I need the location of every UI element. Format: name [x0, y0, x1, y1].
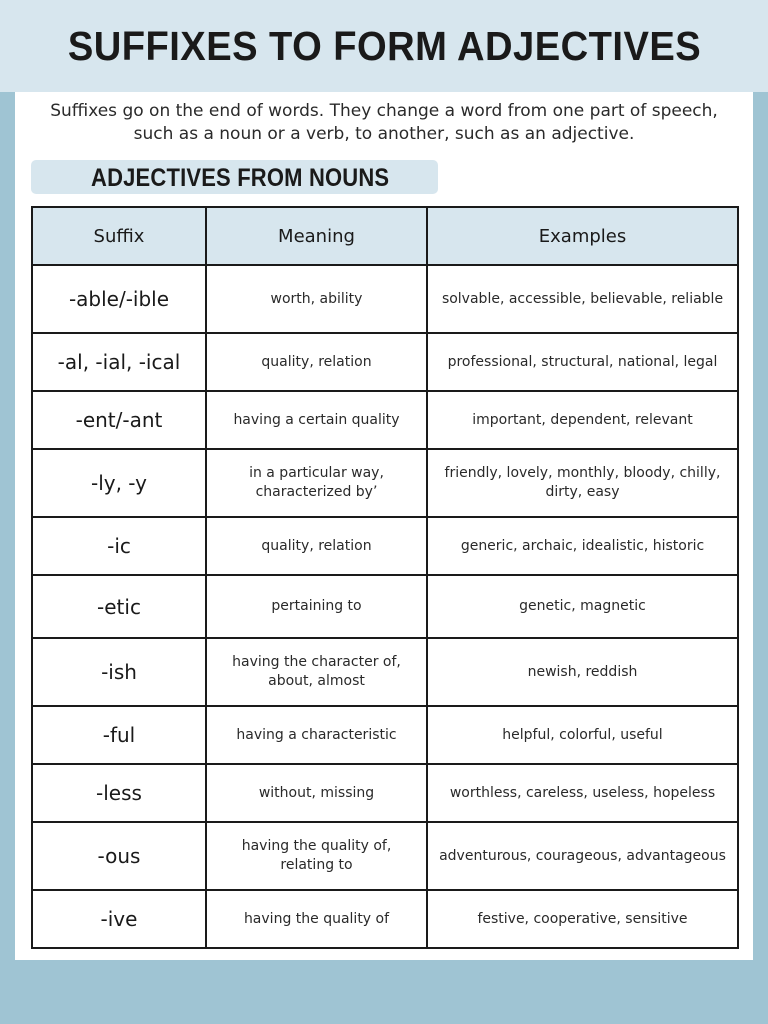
table-row — [32, 517, 738, 575]
examples-cell: solvable, accessible, believable, reliable — [427, 265, 738, 333]
table-row — [32, 391, 738, 449]
suffix-cell: -ous — [32, 822, 206, 890]
meaning-cell: pertaining to — [206, 575, 427, 638]
suffix-cell: -ic — [32, 517, 206, 575]
examples-cell: adventurous, courageous, advantageous — [427, 822, 738, 890]
column-header-examples: Examples — [427, 207, 738, 265]
examples-cell: newish, reddish — [427, 638, 738, 706]
suffix-cell: -ish — [32, 638, 206, 706]
table-row — [32, 575, 738, 638]
suffix-cell: -al, -ial, -ical — [32, 333, 206, 391]
meaning-cell: having the quality of — [206, 890, 427, 948]
table-row — [32, 764, 738, 822]
table-row — [32, 449, 738, 517]
suffix-cell: -less — [32, 764, 206, 822]
suffix-table — [31, 206, 739, 949]
meaning-cell: having the character of, about, almost — [206, 638, 427, 706]
column-header-meaning: Meaning — [206, 207, 427, 265]
table-row — [32, 822, 738, 890]
meaning-cell: having a characteristic — [206, 706, 427, 764]
meaning-cell: having a certain quality — [206, 391, 427, 449]
meaning-cell: quality, relation — [206, 517, 427, 575]
meaning-cell: without, missing — [206, 764, 427, 822]
table-header-row — [32, 207, 738, 265]
meaning-cell: worth, ability — [206, 265, 427, 333]
table-row — [32, 265, 738, 333]
examples-cell: friendly, lovely, monthly, bloody, chilly, dirty, easy — [427, 449, 738, 517]
suffix-cell: -able/-ible — [32, 265, 206, 333]
page-title: SUFFIXES TO FORM ADJECTIVES — [67, 22, 701, 69]
section-title: ADJECTIVES FROM NOUNS — [91, 164, 390, 192]
table-row — [32, 333, 738, 391]
examples-cell: festive, cooperative, sensitive — [427, 890, 738, 948]
meaning-cell: quality, relation — [206, 333, 427, 391]
content-card — [15, 92, 753, 960]
meaning-cell: having the quality of, relating to — [206, 822, 427, 890]
suffix-cell: -ive — [32, 890, 206, 948]
meaning-cell: in a particular way, characterized by’ — [206, 449, 427, 517]
intro-text: Suffixes go on the end of words. They change a word from one part of speech, such as a noun or a verb, to another, such as an adjective. — [50, 101, 718, 144]
table-row — [32, 890, 738, 948]
examples-cell: genetic, magnetic — [427, 575, 738, 638]
table-row — [32, 706, 738, 764]
suffix-cell: -ful — [32, 706, 206, 764]
column-header-suffix: Suffix — [32, 207, 206, 265]
suffix-cell: -etic — [32, 575, 206, 638]
examples-cell: worthless, careless, useless, hopeless — [427, 764, 738, 822]
title-banner — [0, 0, 768, 92]
table-row — [32, 638, 738, 706]
examples-cell: helpful, colorful, useful — [427, 706, 738, 764]
section-header — [31, 160, 438, 194]
suffix-cell: -ly, -y — [32, 449, 206, 517]
examples-cell: important, dependent, relevant — [427, 391, 738, 449]
examples-cell: generic, archaic, idealistic, historic — [427, 517, 738, 575]
suffix-cell: -ent/-ant — [32, 391, 206, 449]
examples-cell: professional, structural, national, legal — [427, 333, 738, 391]
